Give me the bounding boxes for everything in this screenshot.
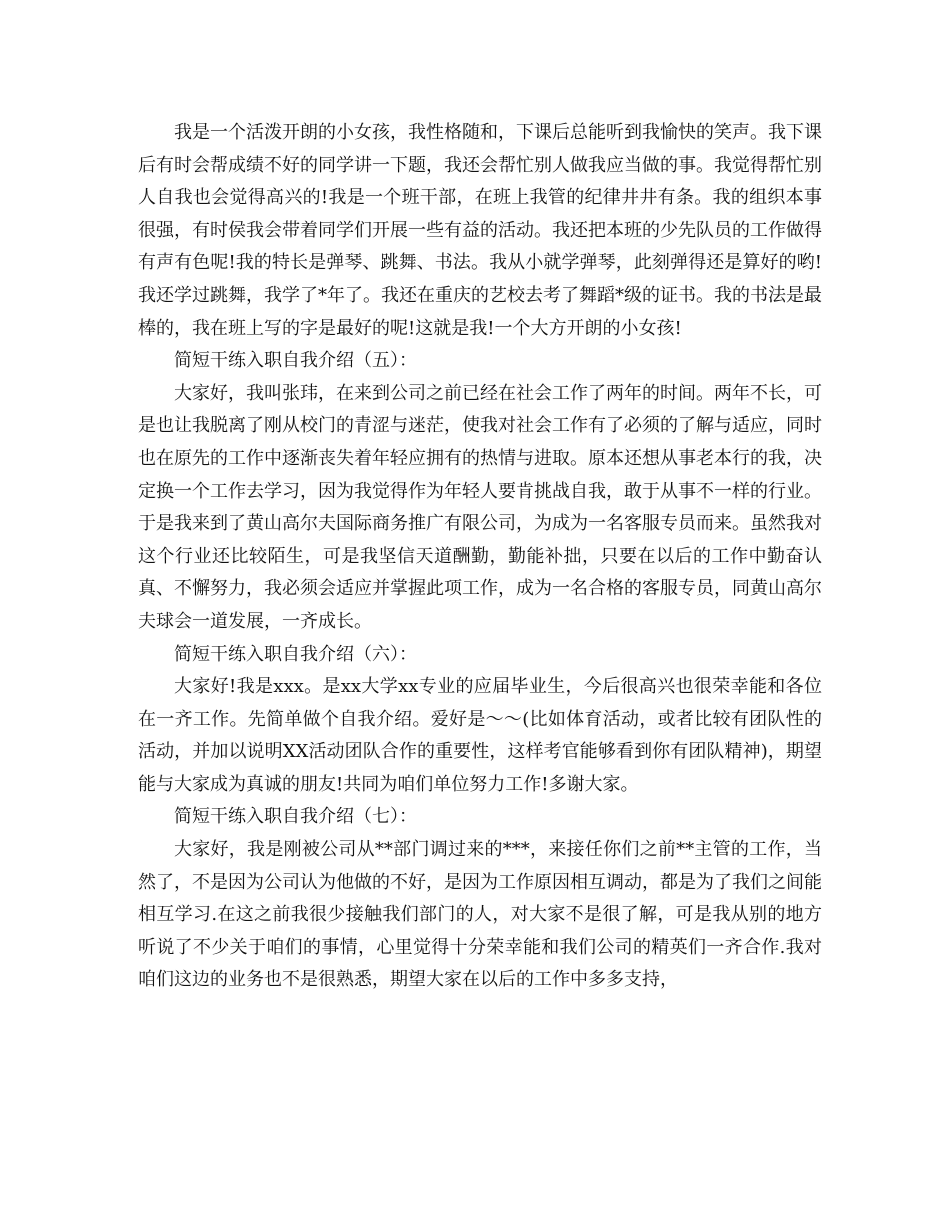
intro-paragraph: 我是一个活泼开朗的小女孩，我性格随和，下课后总能听到我愉快的笑声。我下课后有时会帮成绩不好的同学讲一下题，我还会帮忙别人做我应当做的事。我觉得帮忙别人自我也会觉得高兴的!我是一个班干部，在班上我管的纪律井井有条。我的组织本事很强，有时侯我会带着同学们开展一些有益的活动。我还把本班的少先队员的工作做得有声有色呢!我的特长是弹琴、跳舞、书法。我从小就学弹琴，此刻弹得还是算好的哟!我还学过跳舞，我学了*年了。我还在重庆的艺校去考了舞蹈*级的证书。我的书法是最棒的，我在班上写的字是最好的呢!这就是我!一个大方开朗的小女孩! (138, 122, 822, 339)
document-body (138, 117, 822, 997)
section-heading-6: 简短干练入职自我介绍（六）： (174, 643, 417, 665)
section-paragraph-5: 大家好，我叫张玮，在来到公司之前已经在社会工作了两年的时间。两年不长，可是也让我脱离了刚从校门的青涩与迷茫，使我对社会工作有了必须的了解与适应，同时也在原先的工作中逐渐丧失着年轻应拥有的热情与进取。原本还想从事老本行的我，决定换一个工作去学习，因为我觉得作为年轻人要肯挑战自我，敢于从事不一样的行业。于是我来到了黄山高尔夫国际商务推广有限公司，为成为一名客服专员而来。虽然我对这个行业还比较陌生，可是我坚信天道酬勤，勤能补拙，只要在以后的工作中勤奋认真、不懈努力，我必须会适应并掌握此项工作，成为一名合格的客服专员，同黄山高尔夫球会一道发展，一齐成长。 (138, 382, 822, 632)
section-heading-5: 简短干练入职自我介绍（五）： (174, 350, 417, 372)
section-paragraph-7: 大家好，我是刚被公司从**部门调过来的***，来接任你们之前**主管的工作，当然了，不是因为公司认为他做的不好，是因为工作原因相互调动，都是为了我们之间能相互学习.在这之前我很少接触我们部门的人，对大家不是很了解，可是我从别的地方听说了不少关于咱们的事情，心里觉得十分荣幸能和我们公司的精英们一齐合作.我对咱们这边的业务也不是很熟悉，期望大家在以后的工作中多多支持， (138, 839, 822, 991)
section-heading-7: 简短干练入职自我介绍（七）： (174, 806, 417, 828)
section-paragraph-6: 大家好!我是xxx。是xx大学xx专业的应届毕业生，今后很高兴也很荣幸能和各位在一齐工作。先简单做个自我介绍。爱好是～～(比如体育活动，或者比较有团队性的活动，并加以说明XX活动团队合作的重要性，这样考官能够看到你有团队精神)，期望能与大家成为真诚的朋友!共同为咱们单位努力工作!多谢大家。 (138, 676, 822, 795)
